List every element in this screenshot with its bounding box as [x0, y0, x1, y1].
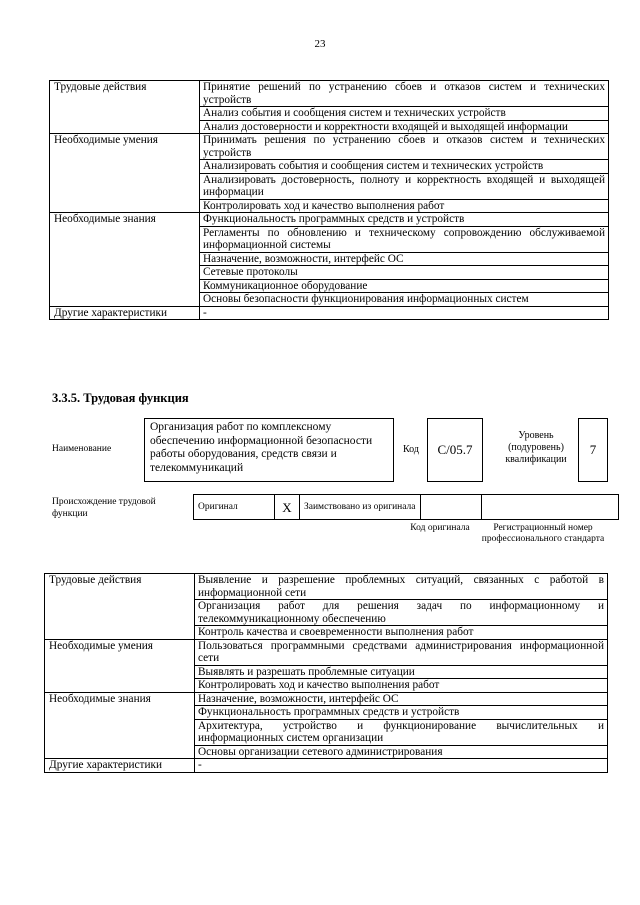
- row-item: Выявление и разрешение проблемных ситуаций, связанных с работой в информационной сети: [195, 574, 608, 600]
- table-row: [50, 134, 609, 160]
- row-item: Архитектура, устройство и функционирование вычислительных и информационных систем организации: [195, 719, 608, 745]
- origin-label: Происхождение трудовой функции: [52, 497, 156, 519]
- row-item: Регламенты по обновлению и техническому сопровождению обслуживаемой информационной системы: [200, 226, 609, 252]
- row-item: Принятие решений по устранению сбоев и отказов систем и технических устройств: [200, 81, 609, 107]
- original-mark: X: [275, 495, 300, 520]
- original-label: Оригинал: [194, 495, 275, 520]
- row-item: Анализ достоверности и корректности входящей и выходящей информации: [200, 120, 609, 134]
- table-row: [45, 692, 608, 706]
- row-item: Контролировать ход и качество выполнения работ: [195, 679, 608, 693]
- labor-function-table-top: [49, 80, 609, 320]
- row-item: Назначение, возможности, интерфейс ОС: [195, 692, 608, 706]
- row-item: Контролировать ход и качество выполнения работ: [200, 199, 609, 213]
- row-item: Выявлять и разрешать проблемные ситуации: [195, 665, 608, 679]
- row-group-label: Трудовые действия: [50, 81, 200, 134]
- table-row: [45, 574, 608, 600]
- row-item: Сетевые протоколы: [200, 266, 609, 280]
- reg-number-label: Регистрационный номер профессионального стандарта: [481, 523, 605, 544]
- row-group-label: Необходимые умения: [45, 639, 195, 692]
- table-row: [50, 213, 609, 227]
- row-group-label: Другие характеристики: [50, 306, 200, 320]
- row-item: Основы безопасности функционирования информационных систем: [200, 293, 609, 307]
- table-row: [50, 81, 609, 107]
- borrowed-label: Заимствовано из оригинала: [300, 495, 421, 520]
- table-row: [50, 306, 609, 320]
- row-group-label: Другие характеристики: [45, 759, 195, 773]
- row-item: Функциональность программных средств и устройств: [200, 213, 609, 227]
- row-item: Пользоваться программными средствами администрирования информационной сети: [195, 639, 608, 665]
- origin-code-cell: [421, 495, 482, 520]
- row-item: Анализ события и сообщения систем и технических устройств: [200, 107, 609, 121]
- row-item: Принимать решения по устранению сбоев и отказов систем и технических устройств: [200, 134, 609, 160]
- row-item: Анализировать достоверность, полноту и корректность входящей и выходящей информации: [200, 173, 609, 199]
- row-item: Назначение, возможности, интерфейс ОС: [200, 252, 609, 266]
- code-label: Код: [403, 444, 419, 455]
- row-group-label: Необходимые знания: [45, 692, 195, 759]
- row-item: Контроль качества и своевременности выполнения работ: [195, 626, 608, 640]
- origin-code-label: Код оригинала: [410, 523, 470, 533]
- page-number: 23: [314, 38, 326, 50]
- row-item: -: [195, 759, 608, 773]
- section-title: 3.3.5. Трудовая функция: [52, 391, 189, 405]
- row-item: Функциональность программных средств и устройств: [195, 706, 608, 720]
- table-row: [45, 639, 608, 665]
- table-row: [45, 759, 608, 773]
- row-group-label: Необходимые знания: [50, 213, 200, 307]
- name-label: Наименование: [52, 444, 112, 454]
- row-item: Организация работ для решения задач по информационному и телекоммуникационному обеспечению: [195, 600, 608, 626]
- row-group-label: Необходимые умения: [50, 134, 200, 213]
- origin-table: [193, 494, 619, 520]
- row-item: Коммуникационное оборудование: [200, 279, 609, 293]
- row-item: Основы организации сетевого администрирования: [195, 745, 608, 759]
- function-name-box: Организация работ по комплексному обеспечению информационной безопасности работы оборудования, средств связи и телекоммуникаций: [144, 418, 394, 482]
- reg-number-cell: [482, 495, 619, 520]
- labor-function-table-bottom: [44, 573, 608, 773]
- level-box: 7: [578, 418, 608, 482]
- level-label: Уровень (подуровень) квалификации: [505, 430, 567, 465]
- code-box: C/05.7: [427, 418, 483, 482]
- row-item: -: [200, 306, 609, 320]
- row-item: Анализировать события и сообщения систем и технических устройств: [200, 160, 609, 174]
- row-group-label: Трудовые действия: [45, 574, 195, 640]
